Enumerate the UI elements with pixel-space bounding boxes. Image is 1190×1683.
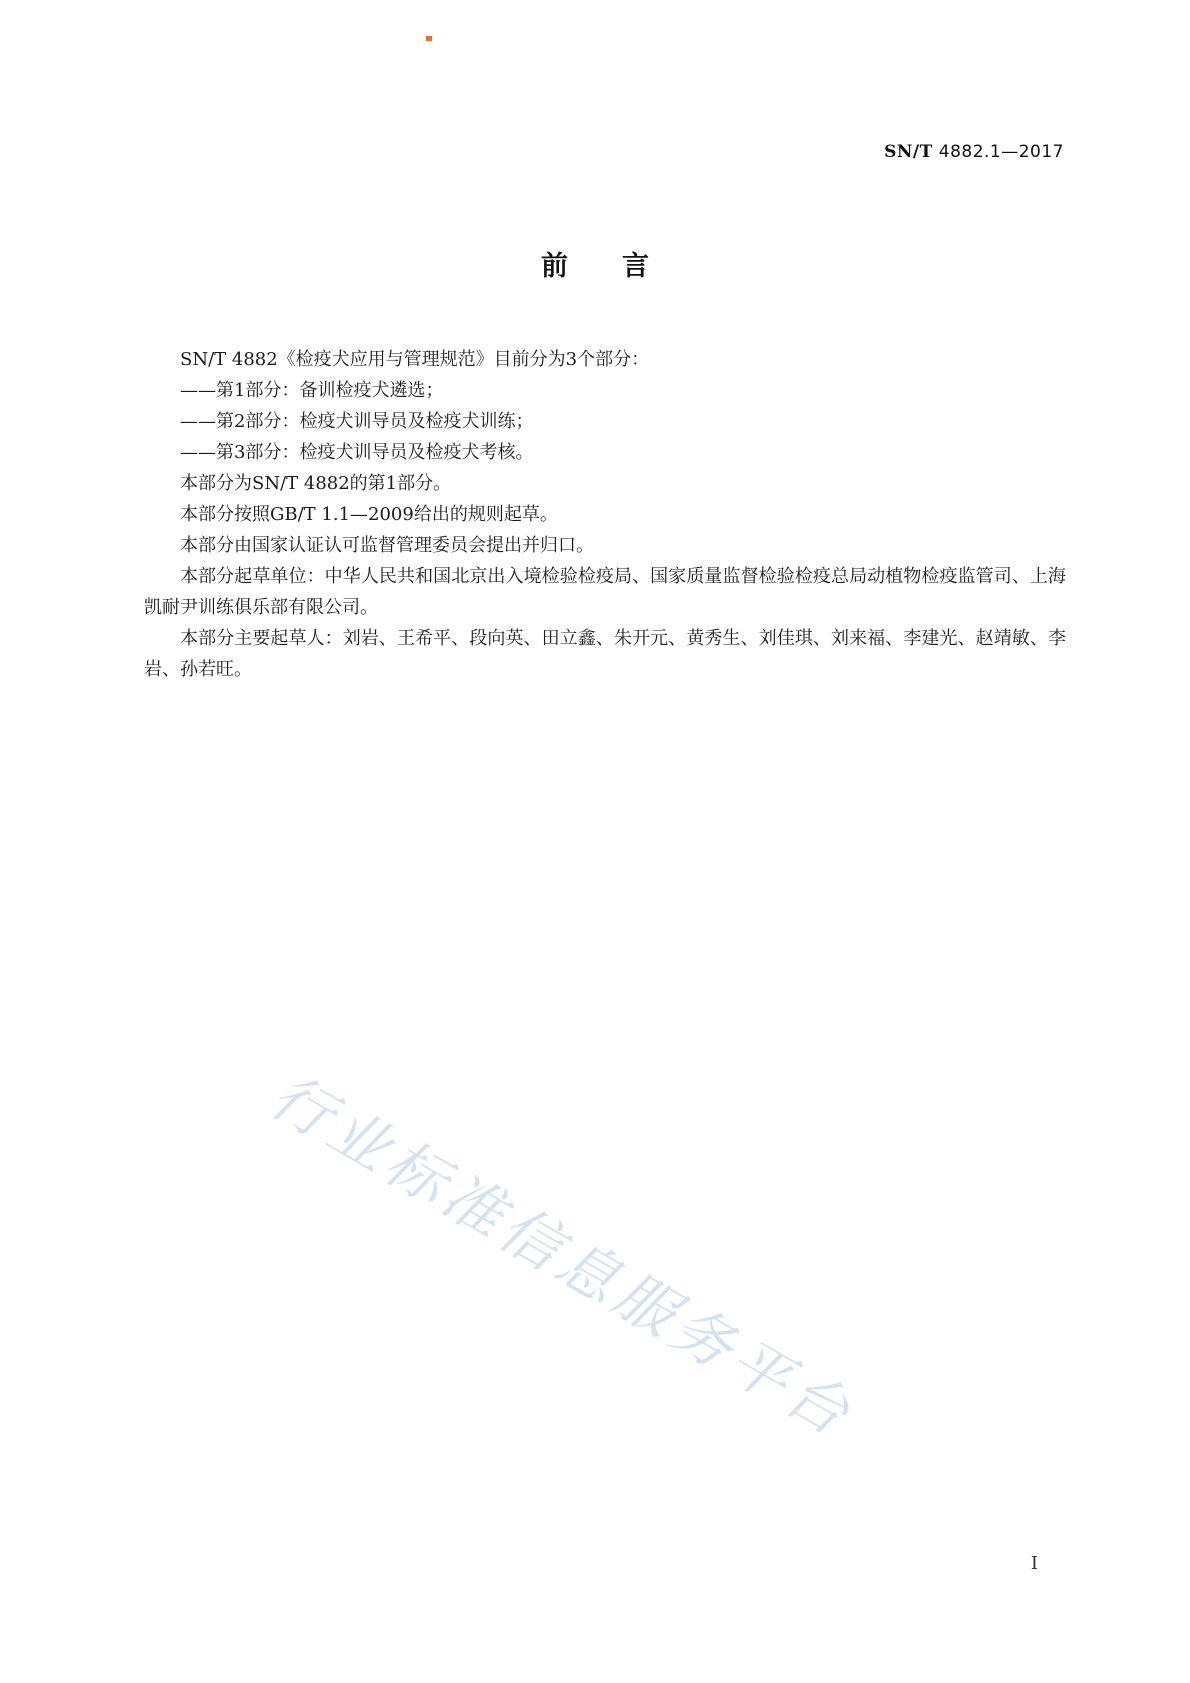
list-item-part-1: ——第1部分：备训检疫犬遴选；: [180, 380, 444, 401]
paragraph-proposer: 本部分由国家认证认可监督管理委员会提出并归口。: [180, 535, 594, 556]
list-item-part-3: ——第3部分：检疫犬训导员及检疫犬考核。: [180, 442, 534, 463]
foreword-body: [144, 344, 1066, 685]
page-title: 前言: [541, 251, 703, 282]
page-number: I: [1030, 1553, 1038, 1574]
standard-code: [884, 142, 1064, 162]
orange-mark: [426, 36, 432, 41]
standard-number: 4882.1—2017: [938, 142, 1064, 162]
paragraph-drafters: 本部分主要起草人：刘岩、王希平、段向英、田立鑫、朱开元、黄秀生、刘佳琪、刘来福、李建光、赵靖敏、李岩、孙若旺。: [144, 628, 1066, 680]
paragraph-drafting-rules: 本部分按照GB/T 1.1—2009给出的规则起草。: [180, 504, 558, 525]
list-item-part-2: ——第2部分：检疫犬训导员及检疫犬训练；: [180, 411, 534, 432]
standard-prefix: SN/T: [884, 142, 933, 162]
paragraph-drafting-units: 本部分起草单位：中华人民共和国北京出入境检验检疫局、国家质量监督检验检疫总局动植物检疫监管司、上海凯耐尹训练俱乐部有限公司。: [144, 566, 1066, 618]
paragraph-this-part: 本部分为SN/T 4882的第1部分。: [180, 473, 452, 494]
paragraph-intro: SN/T 4882《检疫犬应用与管理规范》目前分为3个部分：: [180, 349, 650, 370]
watermark: 行业标准信息服务平台: [258, 1061, 866, 1452]
